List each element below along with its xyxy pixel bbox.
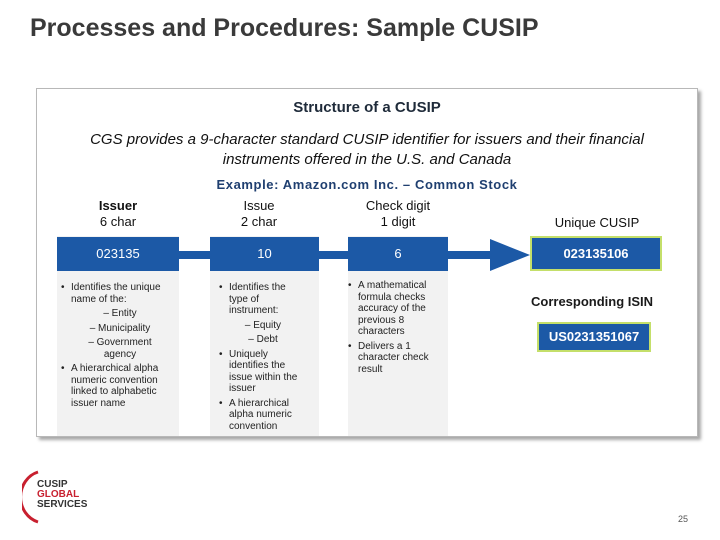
cusip-structure-panel (36, 88, 698, 437)
issuer-description (61, 282, 179, 409)
issue-bullet: • Uniquely identifies the issue within the issuer (219, 349, 307, 395)
issue-subpoint: – Equity (244, 319, 282, 331)
isin-box: US0231351067 (537, 322, 651, 352)
panel-description: CGS provides a 9-character standard CUSIP identifier for issuers and their financial instruments offered in the U.S. and Canada (90, 131, 644, 168)
issuer-bullet: • A hierarchical alpha numeric convention linked to alphabetic issuer name (61, 363, 179, 409)
issue-code-box: 10 (210, 237, 319, 271)
check-digit-bullet: • A mathematical formula checks accuracy of the previous 8 characters (348, 280, 444, 338)
issuer-subpoint: – Municipality (89, 322, 151, 334)
issue-subpoint: – Debt (248, 334, 278, 345)
issue-bullet: • Identifies the type of instrument: (219, 282, 307, 317)
issuer-subpoint: – Entity (103, 308, 137, 319)
connector-line (448, 251, 492, 259)
check-digit-subtitle: 1 digit (380, 214, 416, 229)
issuer-code-box: 023135 (57, 237, 179, 271)
issue-subtitle: 2 char (240, 214, 278, 229)
slide-title: Processes and Procedures: Sample CUSIP (30, 14, 539, 42)
logo-text: SERVICES (37, 499, 88, 510)
unique-cusip-header: Unique CUSIP (554, 215, 640, 230)
connector-line (319, 251, 348, 259)
check-digit-box: 6 (348, 237, 448, 271)
arrow-head-icon (490, 239, 530, 271)
check-digit-bullet: • Delivers a 1 character check result (348, 341, 444, 376)
isin-label: Corresponding ISIN (531, 294, 654, 309)
check-digit-column-header (348, 198, 448, 230)
issuer-subpoint: – Government agency (88, 337, 152, 360)
issue-description (219, 282, 307, 432)
issuer-bullet: • Identifies the unique name of the: (61, 282, 179, 305)
logo-text: GLOBAL (37, 489, 80, 500)
unique-cusip-box: 023135106 (530, 236, 662, 271)
issue-title: Issue (243, 198, 275, 213)
connector-line (179, 251, 210, 259)
issue-column-header (219, 198, 299, 230)
panel-heading: Structure of a CUSIP (293, 99, 441, 116)
check-digit-description (348, 280, 444, 375)
example-label: Example: Amazon.com Inc. – Common Stock (216, 177, 518, 192)
page-number: 25 (677, 514, 688, 524)
issuer-subtitle: 6 char (99, 214, 137, 229)
check-digit-title: Check digit (365, 198, 431, 213)
issue-bullet: • A hierarchical alpha numeric convention (219, 398, 307, 433)
issuer-column-header (77, 198, 159, 230)
issuer-title: Issuer (98, 198, 138, 213)
logo-text: CUSIP (37, 479, 68, 490)
cusip-global-services-logo (22, 470, 92, 528)
